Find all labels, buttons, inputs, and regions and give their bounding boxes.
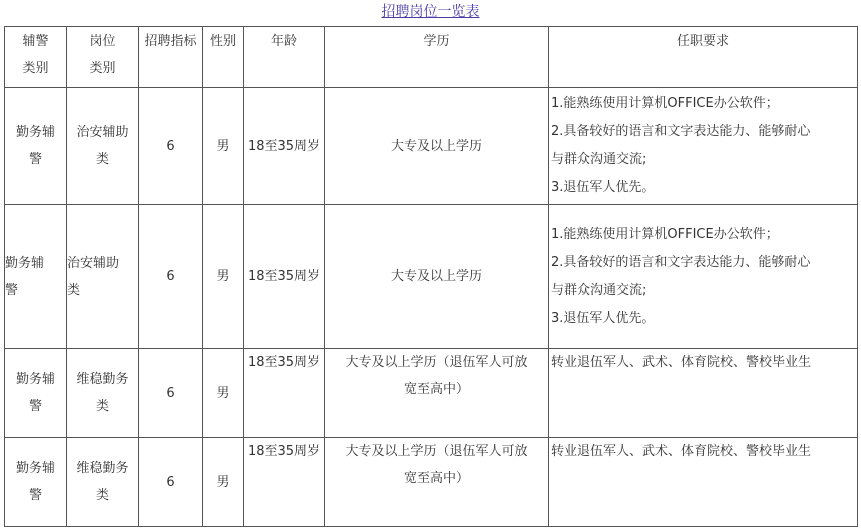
cell-requirements: 转业退伍军人、武术、体育院校、警校毕业生	[549, 438, 858, 527]
cell-quota: 6	[139, 438, 203, 527]
cell-education: 大专及以上学历（退伍军人可放 宽至高中）	[325, 438, 549, 527]
cell-age: 18至35周岁	[244, 349, 325, 438]
recruitment-table	[4, 26, 858, 527]
cell-category: 勤务辅 警	[5, 349, 67, 438]
cell-quota: 6	[139, 88, 203, 205]
cell-gender: 男	[203, 349, 244, 438]
header-post: 岗位 类别	[67, 27, 139, 88]
cell-category: 勤务辅 警	[5, 438, 67, 527]
cell-gender: 男	[203, 205, 244, 349]
cell-gender: 男	[203, 88, 244, 205]
cell-age: 18至35周岁	[244, 205, 325, 349]
cell-category: 勤务辅 警	[5, 88, 67, 205]
table-row	[5, 438, 858, 527]
page-title[interactable]	[0, 3, 861, 21]
cell-age: 18至35周岁	[244, 88, 325, 205]
cell-gender: 男	[203, 438, 244, 527]
cell-post: 治安辅助 类	[67, 205, 139, 349]
cell-post: 维稳勤务 类	[67, 349, 139, 438]
table-row	[5, 205, 858, 349]
header-age: 年龄	[244, 27, 325, 88]
cell-quota: 6	[139, 205, 203, 349]
cell-age: 18至35周岁	[244, 438, 325, 527]
cell-post: 维稳勤务 类	[67, 438, 139, 527]
header-category: 辅警 类别	[5, 27, 67, 88]
table-row	[5, 349, 858, 438]
table-row	[5, 88, 858, 205]
header-row	[5, 27, 858, 88]
cell-category: 勤务辅 警	[5, 205, 67, 349]
header-gender: 性别	[203, 27, 244, 88]
cell-education: 大专及以上学历	[325, 205, 549, 349]
header-requirements: 任职要求	[549, 27, 858, 88]
cell-requirements: 转业退伍军人、武术、体育院校、警校毕业生	[549, 349, 858, 438]
header-quota: 招聘指标	[139, 27, 203, 88]
header-education: 学历	[325, 27, 549, 88]
cell-education: 大专及以上学历（退伍军人可放 宽至高中）	[325, 349, 549, 438]
cell-quota: 6	[139, 349, 203, 438]
cell-requirements: 1.能熟练使用计算机OFFICE办公软件； 2.具备较好的语言和文字表达能力、能够耐心 与群众沟通交流; 3.退伍军人优先。	[549, 205, 858, 349]
cell-post: 治安辅助 类	[67, 88, 139, 205]
title-link[interactable]: 招聘岗位一览表	[381, 4, 480, 20]
cell-requirements: 1.能熟练使用计算机OFFICE办公软件； 2.具备较好的语言和文字表达能力、能够耐心 与群众沟通交流; 3.退伍军人优先。	[549, 88, 858, 205]
cell-education: 大专及以上学历	[325, 88, 549, 205]
